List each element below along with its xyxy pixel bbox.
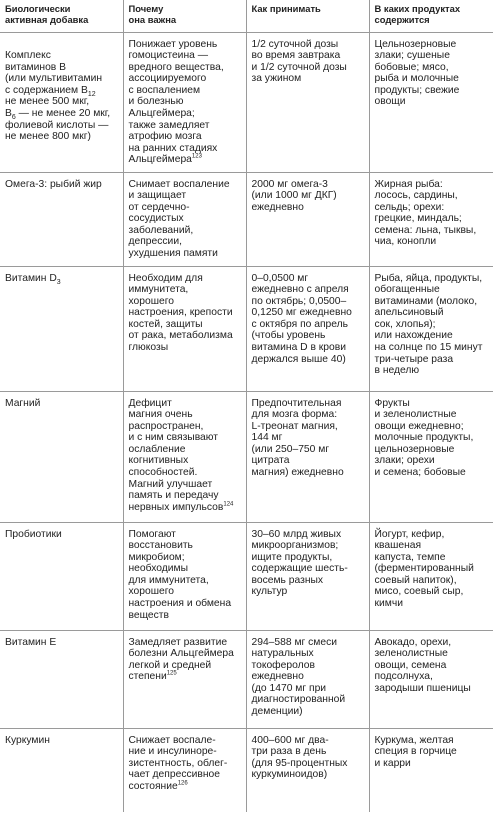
cell-supplement-text: Комплекс витаминов В (или мультивитамин с содержанием $B_{12}$ не менее 500 мкг, $B_6$ — не менее 20 мкг, фолиевой кислоты — не менее 800 мкг)	[5, 50, 111, 143]
cell-foods: Авокадо, орехи, зеленолистные овощи, семена подсолнуха, зародыши пшеницы	[369, 630, 493, 728]
cell-how: 2000 мг омега-3 (или 1000 мг ДКГ) ежедневно	[246, 172, 369, 266]
cell-why	[123, 630, 246, 728]
cell-why: Необходим для иммунитета, хорошего настроения, крепости костей, защиты от рака, метаболизма глюкозы	[123, 266, 246, 391]
table-row-magnesium	[0, 391, 493, 522]
cell-how: 294–588 мг смеси натуральных токоферолов ежедневно (до 1470 мг при диагностированной деменции)	[246, 630, 369, 728]
cell-how: 0–0,0500 мг ежедневно с апреля по октябрь; 0,0500– 0,1250 мг ежедневно с октября по апрель (чтобы уровень витамина D в крови держался выше 40)	[246, 266, 369, 391]
cell-supplement: Витамин Е	[0, 630, 123, 728]
cell-foods: Йогурт, кефир, квашеная капуста, темпе (ферментированный соевый напиток), мисо, соевый сыр, кимчи	[369, 522, 493, 630]
cell-supplement: Омега-3: рыбий жир	[0, 172, 123, 266]
footnote-ref: 123	[191, 154, 202, 161]
cell-why-text: Понижает уровень гомоцистеина — вредного вещества, ассоциируемого с воспалением и болезнью Альцгеймера; также замедляет атрофию мозга на ранних стадиях Альцгеймера	[128, 38, 224, 166]
cell-foods: Жирная рыба: лосось, сардины, сельдь; орехи: грецкие, миндаль; семена: льна, тыквы, чиа, конопли	[369, 172, 493, 266]
cell-why: Снимает воспаление и защищает от сердечно- сосудистых заболеваний, депрессии, ухудшения памяти	[123, 172, 246, 266]
cell-supplement: Пробиотики	[0, 522, 123, 630]
header-how: Как принимать	[246, 0, 369, 32]
cell-why-text: Дефицит магния очень распространен, и с ним связывают ослабление когнитивных способностей. Магний улучшает память и передачу нервных импульсов	[128, 397, 224, 513]
cell-how: Предпочтительная для мозга форма: L-треонат магния, 144 мг (или 250–750 мг цитрата магния) ежедневно	[246, 391, 369, 522]
table-row-probiotics	[0, 522, 493, 630]
header-foods: В каких продуктах содержится	[369, 0, 493, 32]
cell-how: 1/2 суточной дозы во время завтрака и 1/2 суточной дозы за ужином	[246, 32, 369, 172]
cell-supplement: Куркумин	[0, 728, 123, 812]
table-row-b-complex	[0, 32, 493, 172]
cell-how: 30–60 млрд живых микроорганизмов; ищите продукты, содержащие шесть- восемь разных культур	[246, 522, 369, 630]
cell-supplement: Магний	[0, 391, 123, 522]
footnote-ref: 125	[166, 670, 177, 677]
cell-why-text: Замедляет развитие болезни Альцгеймера легкой и средней степени	[128, 636, 234, 683]
cell-foods: Фрукты и зеленолистные овощи ежедневно; молочные продукты, цельнозерновые злаки; орехи и семена; бобовые	[369, 391, 493, 522]
cell-why-text: Снижает воспале- ние и инсулиноре- зистентность, облег- чает депрессивное состояние	[128, 734, 228, 792]
footnote-ref: 124	[223, 501, 234, 508]
cell-foods: Рыба, яйца, продукты, обогащенные витаминами (молоко, апельсиновый сок, хлопья); или нахождение на солнце по 15 минут три-четыре раза в неделю	[369, 266, 493, 391]
cell-why: Помогают восстановить микробиом; необходимы для иммунитета, хорошего настроения и обмена веществ	[123, 522, 246, 630]
footnote-ref: 126	[177, 780, 188, 787]
cell-why	[123, 728, 246, 812]
cell-why	[123, 391, 246, 522]
header-supplement: Биологически активная добавка	[0, 0, 123, 32]
table-row-vitamin-d3	[0, 266, 493, 391]
cell-supplement: Витамин $D_3$	[0, 266, 123, 391]
cell-foods: Куркума, желтая специя в горчице и карри	[369, 728, 493, 812]
cell-foods: Цельнозерновые злаки; сушеные бобовые; мясо, рыба и молочные продукты; свежие овощи	[369, 32, 493, 172]
cell-how: 400–600 мг два- три раза в день (для 95-процентных куркуминоидов)	[246, 728, 369, 812]
header-row	[0, 0, 493, 32]
cell-supplement	[0, 32, 123, 172]
table-row-curcumin	[0, 728, 493, 812]
table-row-omega3	[0, 172, 493, 266]
header-why: Почему она важна	[123, 0, 246, 32]
table-row-vitamin-e	[0, 630, 493, 728]
cell-why	[123, 32, 246, 172]
